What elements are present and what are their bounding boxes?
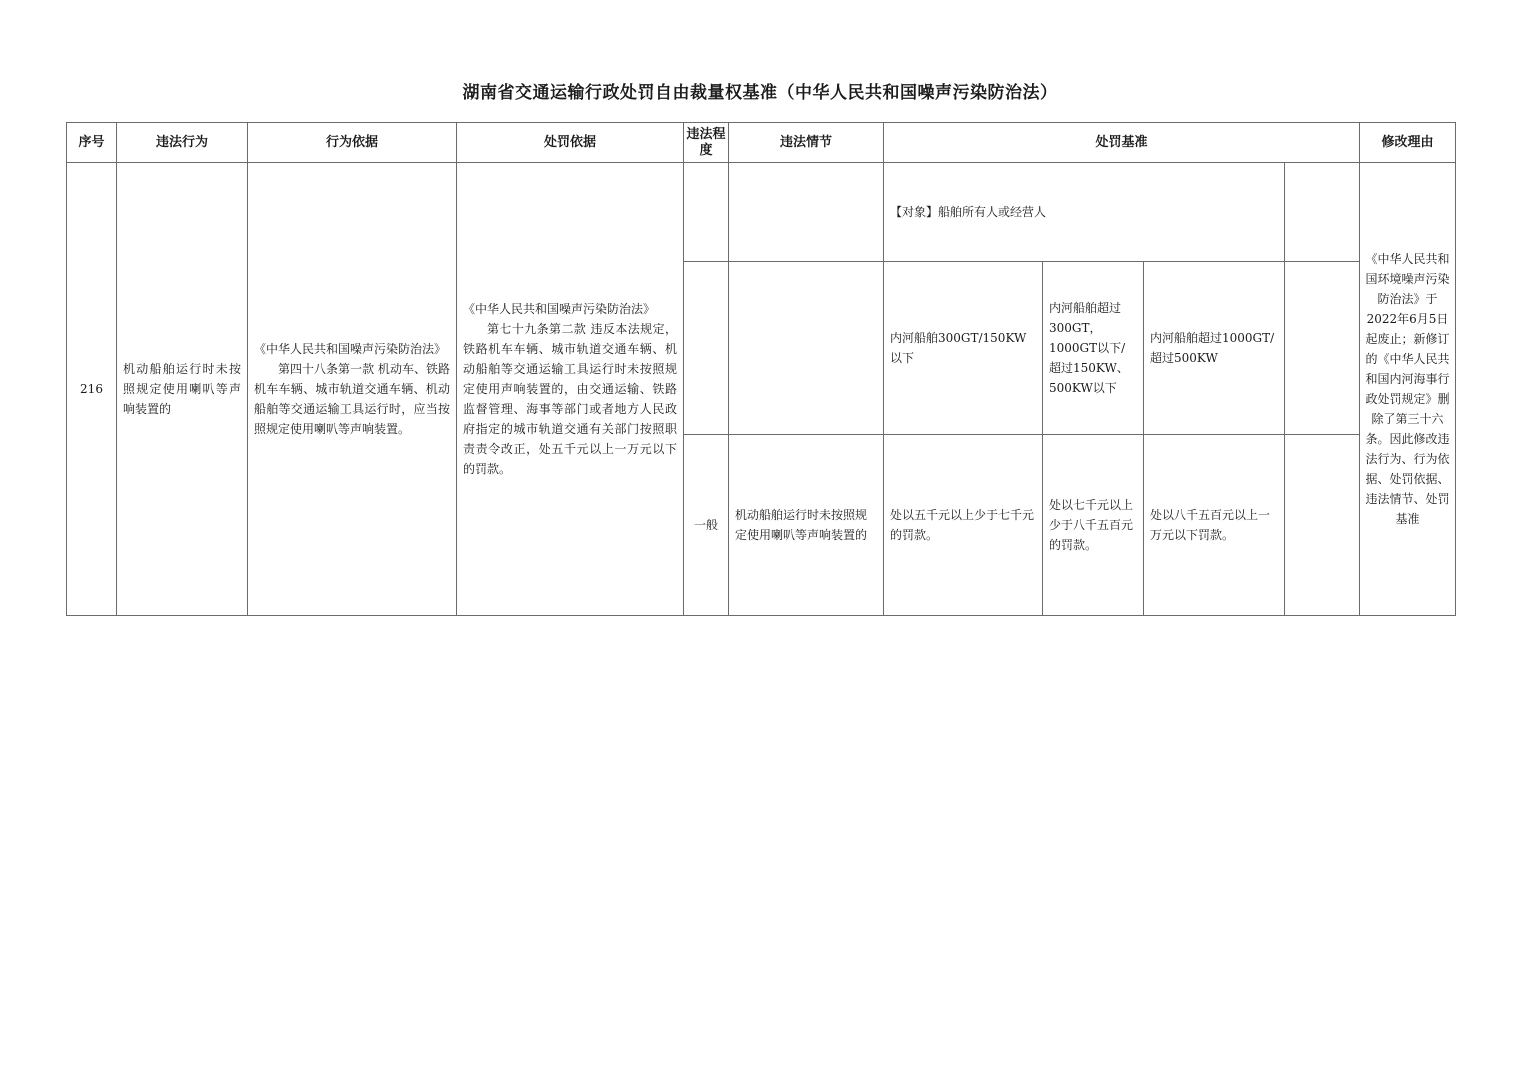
header-seq: 序号 <box>67 123 117 163</box>
cell-behavior: 机动船舶运行时未按照规定使用喇叭等声响装置的 <box>117 163 248 616</box>
cell-tier-1: 内河船舶300GT/150KW以下 <box>884 262 1043 435</box>
cell-object: 【对象】船舶所有人或经营人 <box>884 163 1285 262</box>
cell-fine-1: 处以五千元以上少于七千元的罚款。 <box>884 435 1043 616</box>
cell-extra-empty <box>1285 262 1360 435</box>
cell-circumstance: 机动船舶运行时未按照规定使用喇叭等声响装置的 <box>729 435 884 616</box>
cell-seq: 216 <box>67 163 117 616</box>
penalty-law-title: 《中华人民共和国噪声污染防治法》 <box>463 302 656 316</box>
penalty-article-text: 第七十九条第二款 违反本法规定，铁路机车车辆、城市轨道交通车辆、机动船舶等交通运输工具运行时未按照规定使用声响装置的，由交通运输、铁路监督管理、海事等部门或者地方人民政府指定的城市轨道交通有关部门按照职责责令改正，处五千元以上一万元以下的罚款。 <box>463 322 677 476</box>
cell-fine-2: 处以七千元以上少于八千五百元的罚款。 <box>1043 435 1144 616</box>
header-behavior: 违法行为 <box>117 123 248 163</box>
header-basis: 行为依据 <box>248 123 457 163</box>
cell-tier-2: 内河船舶超过300GT，1000GT以下/超过150KW、500KW以下 <box>1043 262 1144 435</box>
cell-reason: 《中华人民共和国环境噪声污染防治法》于2022年6月5日起废止；新修订的《中华人民共和国内河海事行政处罚规定》删除了第三十六条。因此修改违法行为、行为依据、处罚依据、违法情节、处罚基准 <box>1360 163 1456 616</box>
cell-circumstance-empty <box>729 163 884 262</box>
penalty-standard-table <box>66 122 1456 616</box>
cell-circumstance-empty <box>729 262 884 435</box>
cell-degree-empty <box>684 262 729 435</box>
header-circumstance: 违法情节 <box>729 123 884 163</box>
cell-degree-empty <box>684 163 729 262</box>
cell-penalty-basis <box>457 163 684 616</box>
cell-extra-empty <box>1285 163 1360 262</box>
cell-basis <box>248 163 457 616</box>
cell-extra-empty <box>1285 435 1360 616</box>
basis-article-text: 第四十八条第一款 机动车、铁路机车车辆、城市轨道交通车辆、机动船舶等交通运输工具运行时，应当按照规定使用喇叭等声响装置。 <box>254 362 450 436</box>
header-penalty-basis: 处罚依据 <box>457 123 684 163</box>
cell-degree: 一般 <box>684 435 729 616</box>
cell-fine-3: 处以八千五百元以上一万元以下罚款。 <box>1144 435 1285 616</box>
header-row <box>67 123 1456 163</box>
header-reason: 修改理由 <box>1360 123 1456 163</box>
basis-law-title: 《中华人民共和国噪声污染防治法》 <box>254 342 447 356</box>
table-row <box>67 163 1456 262</box>
page-title: 湖南省交通运输行政处罚自由裁量权基准（中华人民共和国噪声污染防治法） <box>462 83 1058 103</box>
header-standard: 处罚基准 <box>884 123 1360 163</box>
cell-tier-3: 内河船舶超过1000GT/超过500KW <box>1144 262 1285 435</box>
header-degree: 违法程度 <box>684 123 729 163</box>
